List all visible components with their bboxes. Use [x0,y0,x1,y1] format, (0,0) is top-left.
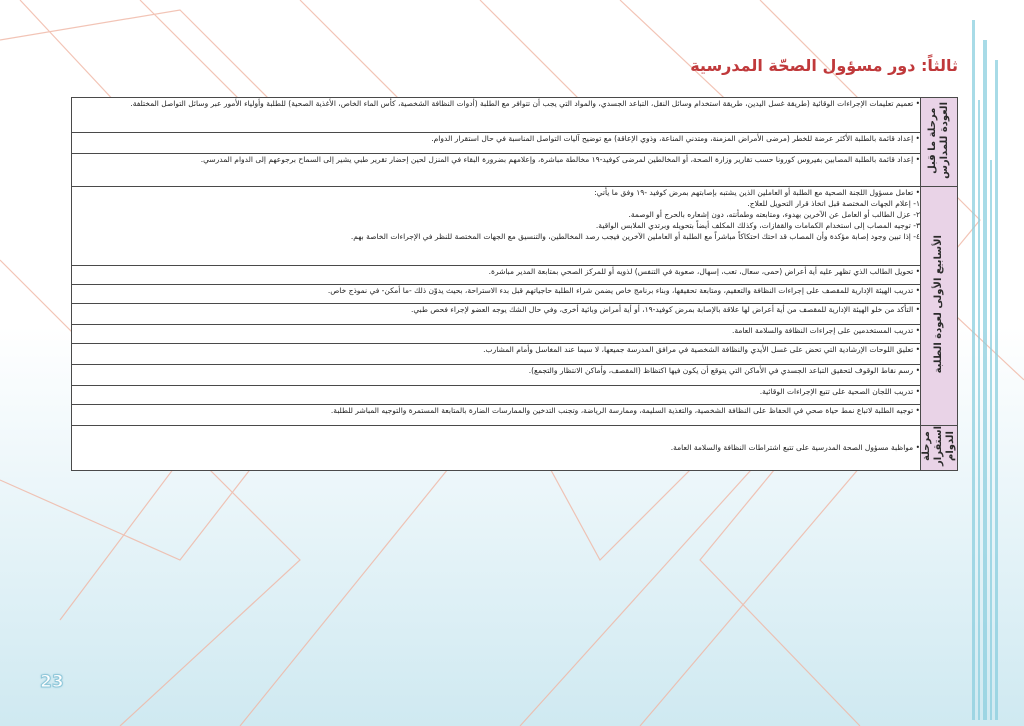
table-row [72,266,958,285]
cell-text: • توجيه الطلبة لاتباع نمط حياة صحي في الحفاظ على النظافة الشخصية، والتغذية السليمة، وممارسة الرياضة، وتجنب التدخين والممارسات الضارة بالمتابعة المستمرة والتوجيه المباشر للطلبة. [330,406,920,415]
cell-text: • تدريب اللجان الصحية على تتبع الإجراءات الوقائية. [759,387,920,396]
cell-text: ٣- توجيه المصاب إلى استخدام الكمامات والقفازات، وكذلك المكلف أيضاً بتحويله وبرتدي الملابس الواقية. [595,221,920,230]
table-cell [72,344,921,365]
cell-text: • تعامل مسؤول اللجنة الصحية مع الطلبة أو العاملين الذين يشتبه بإصابتهم بمرض كوفيد -١٩ وفق ما يأتي: [594,188,920,197]
page-title: ثالثاً: دور مسؤول الصحّة المدرسية [690,56,958,75]
cell-text: • التأكد من خلو الهيئة الإدارية للمقصف من أية أعراض لها علاقة بالإصابة بمرض كوفيد-١٩، أو أية أمراض وبائية أخرى، وفي حال الشك يوجه العضو لإجراء فحص طبي. [411,305,920,314]
table-cell [72,426,921,471]
cell-text: • تعميم تعليمات الإجراءات الوقائية (طريقة غسل اليدين، طريقة استخدام وسائل النقل، التباعد الجسدي، والمواد التي يجب أن تتوافر مع الطلبة (أدوات النظافة الشخصية، كأس الماء الخاص، الأغذية الصحية) للطلبة وأولياء الأمور عبر وسائل التواصل المختلفة. [130,99,920,108]
table-cell [72,266,921,285]
cell-text: • رسم نقاط الوقوف لتحقيق التباعد الجسدي في الأماكن التي يتوقع أن يكون فيها اكتظاظ (المقصف، وأماكن الانتظار والتجمع). [528,366,920,375]
cell-text: • تدريب المستخدمين على إجراءات النظافة والسلامة العامة. [731,326,920,335]
cell-text: ١- إعلام الجهات المختصة قبل اتخاذ قرار التحويل للعلاج. [747,199,920,208]
table-cell [72,154,921,187]
table-row [72,304,958,325]
cell-text: • مواظبة مسؤول الصحة المدرسية على تتبع اشتراطات النظافة والسلامة العامة. [670,443,920,453]
table-cell [72,187,921,266]
table-row [72,154,958,187]
table-row [72,426,958,471]
cell-text: • إعداد قائمة بالطلبة الأكثر عرضة للخطر (مرضى الأمراض المزمنة، ومتدني المناعة، وذوي الإعاقة) مع توضيح آليات التواصل المناسبة في حال استقرار الدوام. [431,134,920,143]
table-cell [72,365,921,386]
cell-text: ٢- عزل الطالب أو العامل عن الآخرين بهدوء، ومتابعته وطمأنته، دون إشعاره بالحرج أو الوصمة. [628,210,920,219]
stage-cell [921,98,958,187]
table-cell [72,386,921,405]
cell-text: • تدريب الهيئة الإدارية للمقصف على إجراءات النظافة والتعقيم، ومتابعة تحقيقها، وبناء برنامج خاص يضمن شراء الطلبة حاجياتهم قبل بدء الاستراحة، بحيث يدوّن ذلك -ما أمكن- في نموذج خاص. [327,286,920,295]
table-row [72,365,958,386]
table-cell [72,98,921,133]
cell-text: • تعليق اللوحات الإرشادية التي تحض على غسل الأيدي والنظافة الشخصية في مرافق المدرسة جميعها، لا سيما عند المغاسل وأمام المشارب. [483,345,920,354]
table-row [72,133,958,154]
responsibilities-table [71,97,958,471]
table-row [72,187,958,266]
stage-cell [921,426,958,471]
stage-label: الأسابيع الأولى لعودة الطلبة [933,234,944,374]
table-cell [72,405,921,426]
table-row [72,386,958,405]
table-cell [72,133,921,154]
table-cell [72,304,921,325]
table-cell [72,325,921,344]
cell-text: • إعداد قائمة بالطلبة المصابين بفيروس كورونا حسب تقارير وزارة الصحة، أو المخالطين لمرضى كوفيد-١٩ مخالطة مباشرة، وإعلامهم بضرورة البقاء في المنزل لحين إحضار تقرير طبي يشير إلى السماح برجوعهم إلى الدوام المدرسي. [200,155,920,164]
table-row [72,405,958,426]
cell-text: • تحويل الطالب الذي تظهر عليه أية أعراض (حمى، سعال، تعب، إسهال، صعوبة في التنفس) لذويه أو للمركز الصحي بمتابعة المدير مباشرة. [488,267,920,276]
stage-label: مرحلة استقرار الدوام [921,426,956,466]
table-row [72,285,958,304]
table-row [72,98,958,133]
table-row [72,344,958,365]
cell-text: ٤- إذا تبين وجود إصابة مؤكدة وأن المصاب قد احتك احتكاكاً مباشراً مع الطلبة أو العاملين الآخرين فيجب رصد المخالطين، والتنسيق مع الجهات المختصة للنظر في الإجراءات الخاصة بهم. [350,232,920,241]
table-row [72,325,958,344]
table-cell [72,285,921,304]
stage-label: مرحلة ما قبل العودة للمدارس [927,101,950,179]
page-number: 23 [40,672,64,692]
decorative-stripes [970,20,1000,720]
stage-cell [921,187,958,426]
